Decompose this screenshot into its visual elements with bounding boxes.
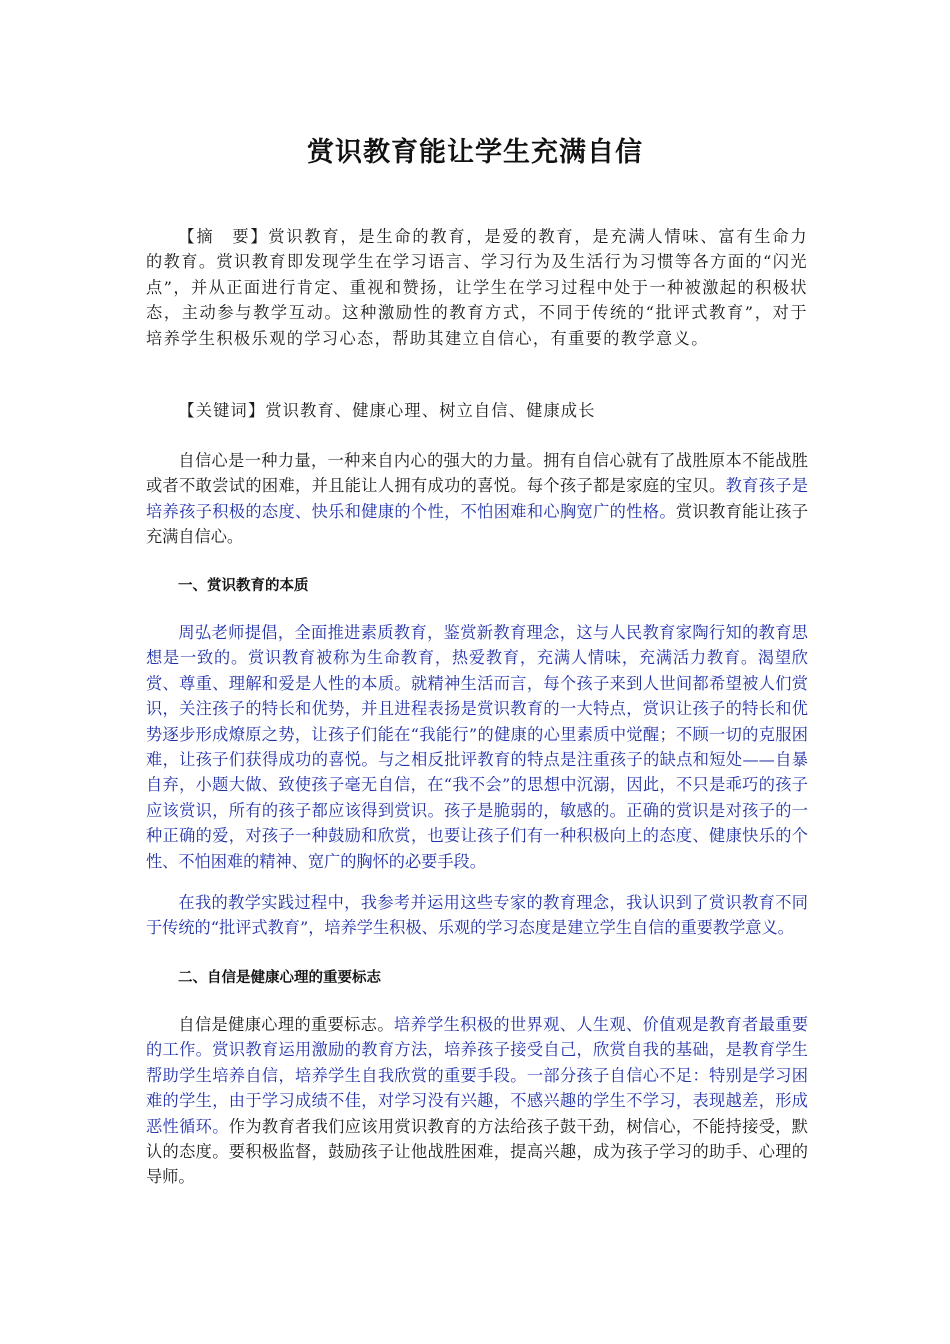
section1-paragraph-2 <box>146 890 808 941</box>
abstract-label: 【摘 要】 <box>178 227 269 246</box>
intro-text-1: 自信心是一种力量，一种来自内心的强大的力量。拥有自信心就有了战胜原本不能战胜或者不敢尝试的困难，并且能让人拥有成功的喜悦。每个孩子都是家庭的宝贝。 <box>146 451 808 496</box>
section1-text-2: 在我的教学实践过程中，我参考并运用这些专家的教育理念，我认识到了赏识教育不同于传统的“批评式教育”，培养学生积极、乐观的学习态度是建立学生自信的重要教学意义。 <box>146 893 808 938</box>
intro-paragraph <box>146 448 808 550</box>
section2-text-3: 作为教育者我们应该用赏识教育的方法给孩子鼓干劲，树信心，不能持接受，默认的态度。要积极监督，鼓励孩子让他战胜困难，提高兴趣，成为孩子学习的助手、心理的导师。 <box>146 1116 808 1187</box>
intro-text-3: 赏识教育能让孩子充满自信心。 <box>146 501 809 547</box>
keywords-label: 【关键词】 <box>178 401 266 420</box>
section1-text-1: 周弘老师提倡，全面推进素质教育，鉴赏新教育理念，这与人民教育家陶行知的教育思想是一致的。赏识教育被称为生命教育，热爱教育，充满人情味，充满活力教育。渴望欣赏、尊重、理解和爱是人性的本质。就精神生活而言，每个孩子来到人世间都希望被人们赏识，关注孩子的特长和优势，并且进程表扬是赏识教育的一大特点，赏识让孩子的特长和优势逐步形成燎原之势，让孩子们能在“我能行”的健康的心里素质中觉醒；不顾一切的克服困难，让孩子们获得成功的喜悦。与之相反批评教育的特点是注重孩子的缺点和短处——自暴自弃，小题大做、致使孩子毫无自信，在“我不会”的思想中沉溺，因此，不只是乖巧的孩子应该赏识，所有的孩子都应该得到赏识。孩子是脆弱的，敏感的。正确的赏识是对孩子的一种正确的爱，对孩子一种鼓励和欣赏，也要让孩子们有一种积极向上的态度、健康快乐的个性、不怕困难的精神、宽广的胸怀的必要手段。 <box>146 623 808 871</box>
section2-text-2: 培养学生积极的世界观、人生观、价值观是教育者最重要的工作。赏识教育运用激励的教育方法，培养孩子接受自己，欣赏自我的基础，是教育学生帮助学生培养自信，培养学生自我欣赏的重要手段。一部分孩子自信心不足：特别是学习困难的学生，由于学习成绩不佳，对学习没有兴趣，不感兴趣的学生不学习，表现越差，形成恶性循环。 <box>146 1015 809 1136</box>
keywords-text: 赏识教育、健康心理、树立自信、健康成长 <box>265 401 596 420</box>
intro-text-2: 教育孩子是培养孩子积极的态度、快乐和健康的个性，不怕困难和心胸宽广的性格。 <box>146 476 809 521</box>
section2-text-1: 自信是健康心理的重要标志。 <box>178 1015 394 1034</box>
abstract-paragraph <box>146 224 808 351</box>
section1-heading: 一、赏识教育的本质 <box>178 578 309 594</box>
section2-heading: 二、自信是健康心理的重要标志 <box>178 970 381 986</box>
section2-paragraph <box>146 1012 808 1190</box>
page-title: 赏识教育能让学生充满自信 <box>307 137 643 168</box>
keywords-paragraph <box>146 398 808 423</box>
abstract-text: 赏识教育，是生命的教育，是爱的教育，是充满人情味、富有生命力的教育。赏识教育即发现学生在学习语言、学习行为及生活行为习惯等各方面的“闪光点”，并从正面进行肯定、重视和赞扬，让学生在学习过程中处于一种被激起的积极状态，主动参与教学互动。这种激励性的教育方式，不同于传统的“批评式教育”，对于培养学生积极乐观的学习心态，帮助其建立自信心，有重要的教学意义。 <box>146 227 809 348</box>
section1-paragraph-1 <box>146 620 808 874</box>
